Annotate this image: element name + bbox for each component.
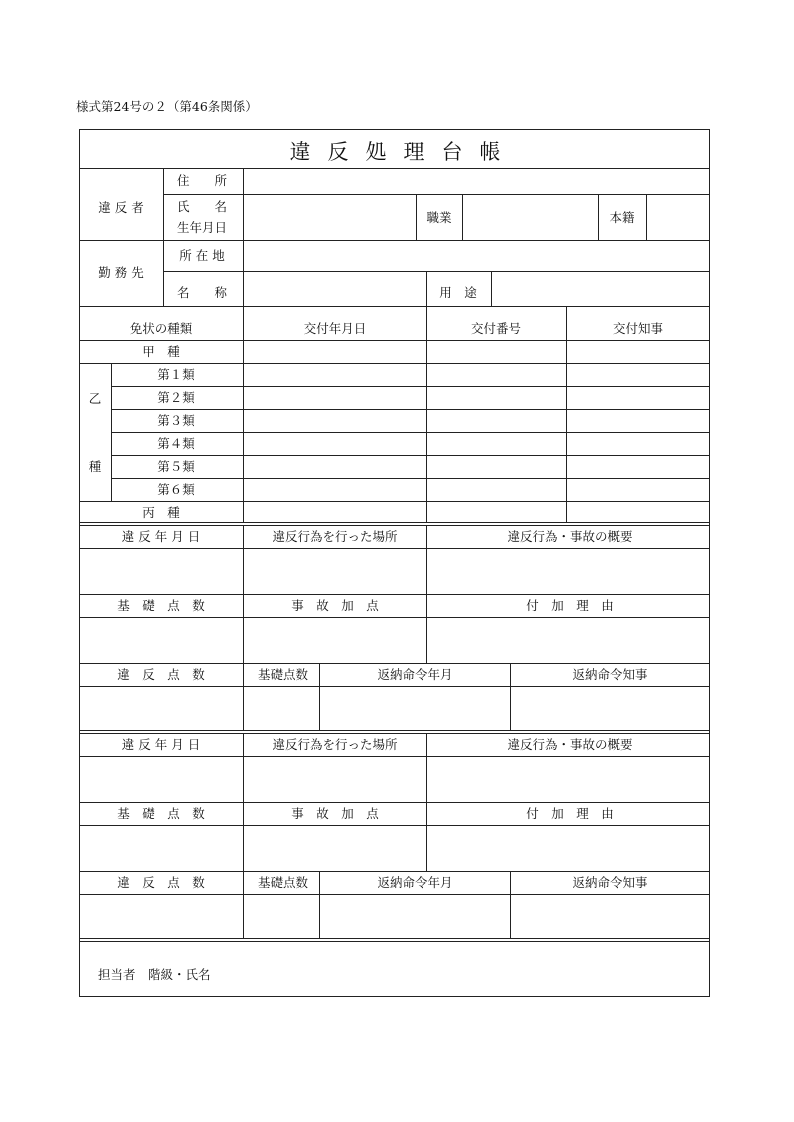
- col-divider: [510, 663, 511, 730]
- return-order-governor-label: 返納命令知事: [572, 874, 648, 890]
- violation-summary-label: 違反行為・事故の概要: [507, 528, 633, 544]
- license-hei-label: 丙 種: [142, 504, 180, 520]
- row-divider: [79, 733, 710, 734]
- domicile-label: 本籍: [609, 209, 635, 225]
- issue-number-header: 交付番号: [470, 320, 522, 336]
- row-divider: [79, 522, 710, 523]
- form-number: 様式第24号の２（第46条関係）: [76, 99, 258, 114]
- license-class-6: 第６類: [157, 481, 195, 497]
- occupation-label: 職業: [426, 209, 452, 225]
- col-divider: [319, 871, 320, 938]
- col-divider: [319, 663, 320, 730]
- violation-points-label: 違 反 点 数: [117, 666, 205, 682]
- accident-points-label: 事 故 加 点: [291, 597, 379, 613]
- row-divider: [79, 802, 710, 803]
- license-class-4: 第４類: [157, 435, 195, 451]
- name-label: 氏 名: [176, 198, 228, 214]
- additional-reason-label: 付 加 理 由: [526, 597, 614, 613]
- birthdate-label: 生年月日: [176, 219, 228, 235]
- row-divider: [79, 730, 710, 731]
- row-divider: [79, 594, 710, 595]
- row-divider: [79, 756, 710, 757]
- use-field[interactable]: [492, 272, 709, 306]
- row-divider: [111, 432, 710, 433]
- base-points-short-label: 基礎点数: [257, 874, 309, 890]
- name-field[interactable]: [244, 195, 415, 240]
- issue-date-header: 交付年月日: [303, 320, 367, 336]
- col-divider: [566, 306, 567, 522]
- license-class-5: 第５類: [157, 458, 195, 474]
- row-divider: [79, 825, 710, 826]
- col-divider: [243, 525, 244, 730]
- row-divider: [111, 386, 710, 387]
- col-divider: [111, 363, 112, 501]
- address-field[interactable]: [244, 169, 709, 194]
- row-divider: [79, 548, 710, 549]
- row-divider: [111, 409, 710, 410]
- col-divider: [426, 525, 427, 663]
- row-divider: [79, 894, 710, 895]
- row-divider: [79, 363, 710, 364]
- location-label: 所 在 地: [179, 247, 225, 263]
- col-divider: [426, 306, 427, 522]
- row-divider: [79, 617, 710, 618]
- accident-points-label: 事 故 加 点: [291, 805, 379, 821]
- staff-label: 担当者 階級・氏名: [98, 967, 211, 982]
- occupation-field[interactable]: [463, 195, 597, 240]
- row-divider: [79, 525, 710, 526]
- license-otsu-label: 乙: [88, 390, 102, 406]
- workplace-name-label: 名 称: [176, 284, 228, 300]
- col-divider: [416, 194, 417, 240]
- license-type-header: 免状の種類: [129, 320, 193, 336]
- license-class-3: 第３類: [157, 412, 195, 428]
- row-divider: [111, 478, 710, 479]
- violation-summary-label: 違反行為・事故の概要: [507, 736, 633, 752]
- base-points-label: 基 礎 点 数: [117, 805, 205, 821]
- violation-date-label: 違 反 年 月 日: [121, 528, 201, 544]
- license-otsu-label-2: 種: [88, 458, 102, 474]
- return-order-governor-label: 返納命令知事: [572, 666, 648, 682]
- col-divider: [426, 733, 427, 871]
- row-divider: [111, 455, 710, 456]
- violation-place-label: 違反行為を行った場所: [272, 528, 398, 544]
- col-divider: [510, 871, 511, 938]
- domicile-field[interactable]: [647, 195, 709, 240]
- col-divider: [598, 194, 599, 240]
- violation-place-label: 違反行為を行った場所: [272, 736, 398, 752]
- issuing-governor-header: 交付知事: [612, 320, 664, 336]
- license-ko-label: 甲 種: [142, 343, 180, 359]
- row-divider: [79, 938, 710, 939]
- base-points-label: 基 礎 点 数: [117, 597, 205, 613]
- base-points-short-label: 基礎点数: [257, 666, 309, 682]
- return-order-date-label: 返納命令年月: [377, 874, 453, 890]
- license-class-2: 第２類: [157, 389, 195, 405]
- col-divider: [163, 168, 164, 306]
- location-field[interactable]: [244, 241, 709, 271]
- row-divider: [79, 871, 710, 872]
- col-divider: [426, 271, 427, 306]
- row-divider: [79, 663, 710, 664]
- row-divider: [79, 306, 710, 307]
- row-divider: [79, 686, 710, 687]
- form-title: 違反処理台帳: [289, 140, 518, 164]
- row-divider: [79, 340, 710, 341]
- address-label: 住 所: [176, 172, 228, 188]
- violation-points-label: 違 反 点 数: [117, 874, 205, 890]
- workplace-label: 勤 務 先: [98, 264, 144, 280]
- row-divider: [79, 941, 710, 942]
- additional-reason-label: 付 加 理 由: [526, 805, 614, 821]
- return-order-date-label: 返納命令年月: [377, 666, 453, 682]
- row-divider: [79, 501, 710, 502]
- license-class-1: 第１類: [157, 366, 195, 382]
- violation-date-label: 違 反 年 月 日: [121, 736, 201, 752]
- violator-label: 違 反 者: [98, 199, 144, 215]
- col-divider: [243, 733, 244, 938]
- workplace-name-field[interactable]: [244, 272, 426, 306]
- use-label: 用 途: [439, 284, 477, 300]
